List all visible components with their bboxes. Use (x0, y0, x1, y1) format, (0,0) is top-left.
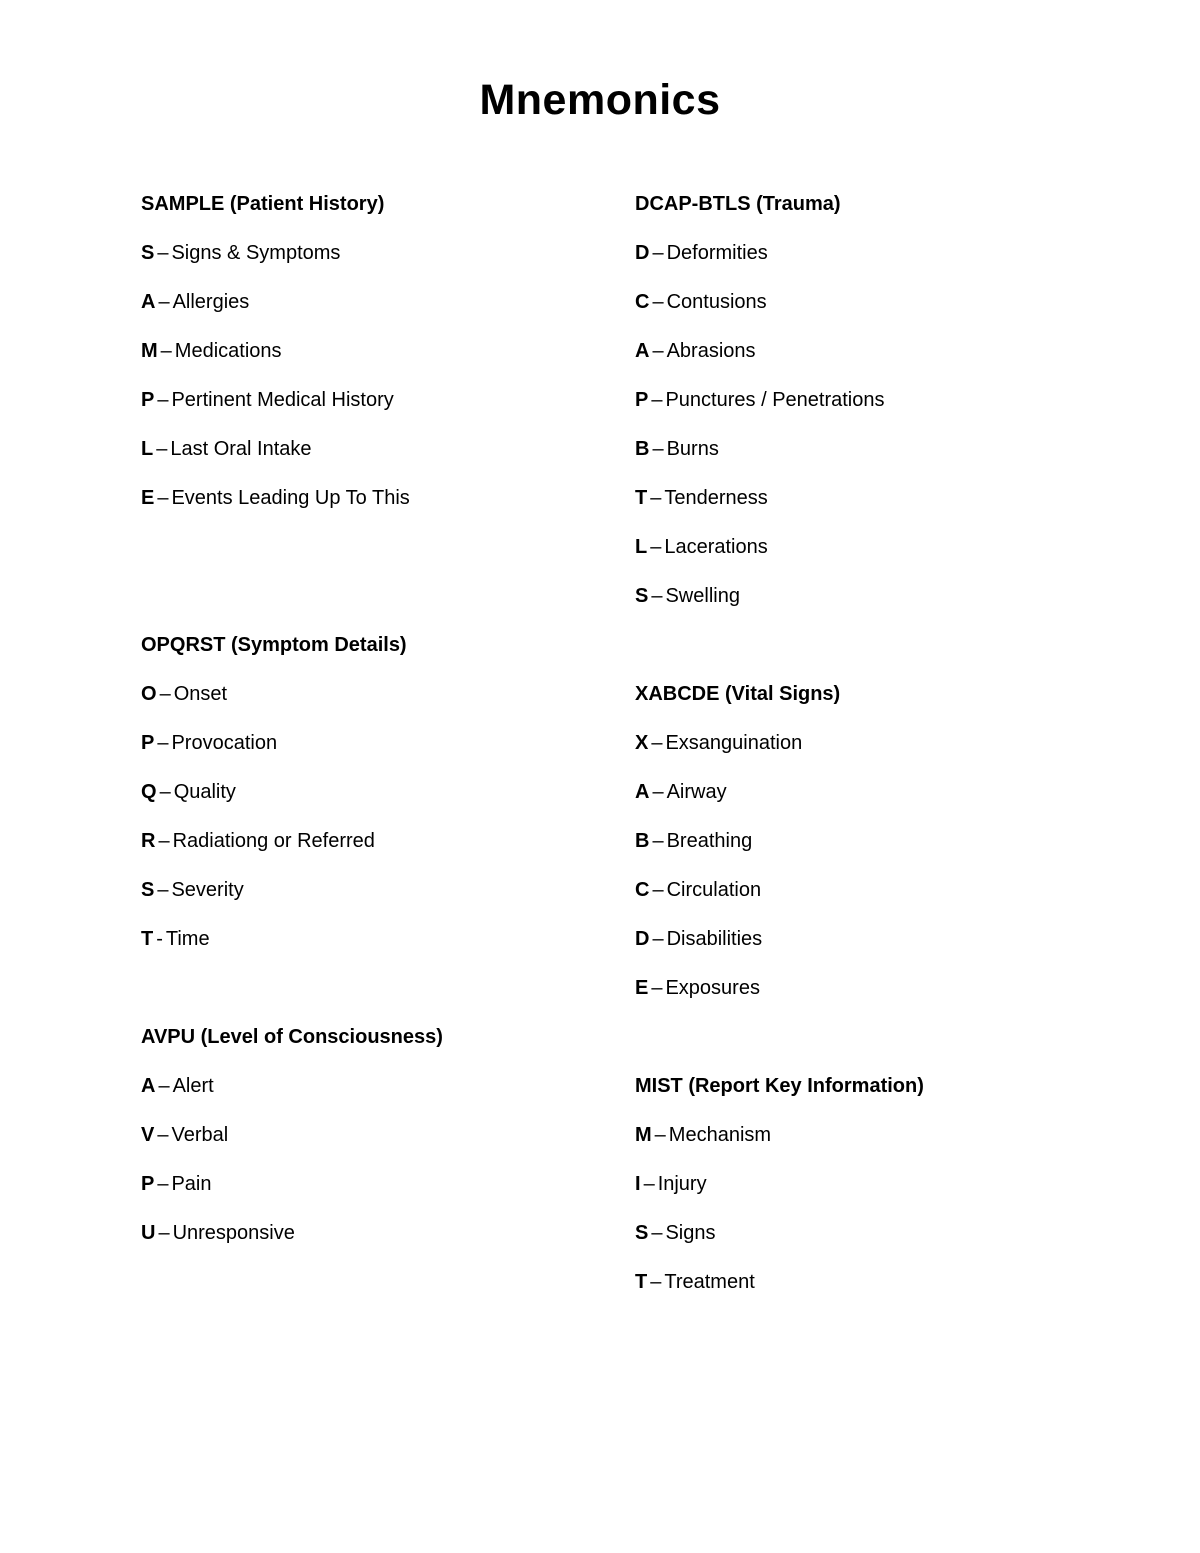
mnemonic-letter: P (141, 732, 155, 754)
mnemonic-meaning: Last Oral Intake (170, 438, 312, 460)
section-mist (635, 1074, 924, 1319)
mnemonic-meaning: Time (165, 928, 210, 950)
mnemonic-meaning: Quality (173, 781, 236, 803)
mnemonic-meaning: Allergies (172, 291, 250, 313)
mnemonic-letter: B (635, 438, 650, 460)
mnemonic-separator: – (652, 340, 664, 362)
mnemonic-meaning: Swelling (665, 585, 740, 607)
mnemonic-meaning: Alert (172, 1075, 214, 1097)
mnemonic-meaning: Airway (666, 781, 727, 803)
mnemonic-separator: – (652, 879, 664, 901)
mnemonic-letter: V (141, 1124, 155, 1146)
mnemonic-meaning: Verbal (171, 1124, 229, 1146)
mnemonic-letter: A (635, 340, 650, 362)
mnemonic-entry (141, 1221, 443, 1270)
mnemonic-entry (141, 878, 407, 927)
mnemonic-entry (141, 731, 407, 780)
mnemonic-letter: M (141, 340, 158, 362)
mnemonic-entry (635, 829, 840, 878)
mnemonic-list (635, 731, 840, 1025)
mnemonic-separator: – (157, 1124, 169, 1146)
mnemonic-separator: – (157, 879, 169, 901)
mnemonic-meaning: Deformities (666, 242, 768, 264)
section-heading: SAMPLE (Patient History) (141, 193, 385, 215)
mnemonic-separator: – (158, 291, 170, 313)
mnemonic-letter: E (141, 487, 155, 509)
mnemonic-separator: – (652, 438, 664, 460)
mnemonic-letter: A (141, 1075, 156, 1097)
mnemonic-meaning: Events Leading Up To This (171, 487, 410, 509)
mnemonic-meaning: Signs & Symptoms (171, 242, 341, 264)
section-heading: AVPU (Level of Consciousness) (141, 1026, 443, 1048)
section-heading: OPQRST (Symptom Details) (141, 634, 407, 656)
mnemonic-entry (635, 241, 884, 290)
section-avpu (141, 1025, 443, 1270)
mnemonic-separator: – (650, 536, 662, 558)
mnemonic-letter: C (635, 291, 650, 313)
page-title: Mnemonics (479, 76, 721, 124)
mnemonic-separator: – (651, 1222, 663, 1244)
mnemonic-list (635, 1123, 924, 1319)
mnemonic-entry (141, 927, 407, 976)
mnemonic-separator: - (156, 928, 163, 950)
mnemonic-entry (141, 1123, 443, 1172)
mnemonic-letter: P (141, 389, 155, 411)
mnemonic-letter: S (141, 242, 155, 264)
mnemonic-letter: B (635, 830, 650, 852)
section-heading: MIST (Report Key Information) (635, 1075, 924, 1097)
mnemonic-separator: – (643, 1173, 655, 1195)
mnemonic-entry (141, 339, 410, 388)
mnemonic-entry (635, 584, 884, 633)
mnemonic-separator: – (652, 830, 664, 852)
mnemonic-entry (635, 486, 884, 535)
section-heading: DCAP-BTLS (Trauma) (635, 193, 841, 215)
mnemonic-meaning: Exsanguination (665, 732, 803, 754)
mnemonic-separator: – (157, 732, 169, 754)
mnemonic-entry (635, 437, 884, 486)
mnemonic-separator: – (160, 340, 172, 362)
mnemonic-entry (635, 927, 840, 976)
mnemonic-entry (635, 878, 840, 927)
mnemonic-separator: – (157, 1173, 169, 1195)
mnemonic-separator: – (158, 1222, 170, 1244)
mnemonic-meaning: Pain (171, 1173, 212, 1195)
mnemonic-letter: A (635, 781, 650, 803)
mnemonic-separator: – (650, 487, 662, 509)
mnemonic-separator: – (651, 732, 663, 754)
section-xabcde (635, 682, 840, 1025)
mnemonic-list (635, 241, 884, 633)
mnemonic-letter: T (635, 1271, 648, 1293)
mnemonic-meaning: Unresponsive (172, 1222, 295, 1244)
mnemonic-separator: – (650, 1271, 662, 1293)
mnemonic-separator: – (651, 585, 663, 607)
mnemonic-entry (141, 780, 407, 829)
mnemonic-separator: – (652, 291, 664, 313)
mnemonic-letter: P (141, 1173, 155, 1195)
mnemonic-list (141, 241, 410, 535)
mnemonic-entry (635, 290, 884, 339)
mnemonic-entry (141, 682, 407, 731)
mnemonic-letter: U (141, 1222, 156, 1244)
mnemonic-entry (141, 241, 410, 290)
mnemonic-separator: – (652, 928, 664, 950)
mnemonic-separator: – (652, 781, 664, 803)
mnemonic-list (141, 1074, 443, 1270)
mnemonic-meaning: Injury (657, 1173, 707, 1195)
mnemonic-meaning: Onset (173, 683, 228, 705)
mnemonic-meaning: Disabilities (666, 928, 763, 950)
mnemonic-letter: I (635, 1173, 641, 1195)
mnemonic-letter: S (635, 1222, 649, 1244)
mnemonic-entry (141, 486, 410, 535)
mnemonic-separator: – (158, 830, 170, 852)
mnemonic-entry (635, 1270, 924, 1319)
mnemonic-letter: M (635, 1124, 652, 1146)
mnemonic-meaning: Circulation (666, 879, 762, 901)
mnemonic-separator: – (651, 977, 663, 999)
mnemonic-meaning: Punctures / Penetrations (665, 389, 885, 411)
mnemonic-letter: D (635, 928, 650, 950)
mnemonic-letter: A (141, 291, 156, 313)
mnemonic-separator: – (158, 1075, 170, 1097)
mnemonic-meaning: Medications (174, 340, 282, 362)
mnemonic-entry (635, 388, 884, 437)
mnemonic-entry (141, 1172, 443, 1221)
mnemonic-entry (141, 388, 410, 437)
mnemonic-meaning: Exposures (665, 977, 760, 999)
mnemonic-meaning: Abrasions (666, 340, 756, 362)
mnemonic-entry (635, 780, 840, 829)
mnemonic-entry (635, 339, 884, 388)
mnemonic-entry (141, 1074, 443, 1123)
mnemonic-entry (635, 1123, 924, 1172)
mnemonic-meaning: Treatment (664, 1271, 755, 1293)
mnemonic-entry (635, 1172, 924, 1221)
mnemonic-meaning: Pertinent Medical History (171, 389, 394, 411)
mnemonic-meaning: Mechanism (668, 1124, 772, 1146)
mnemonic-letter: X (635, 732, 649, 754)
mnemonic-letter: T (635, 487, 648, 509)
mnemonic-meaning: Burns (666, 438, 719, 460)
mnemonic-meaning: Severity (171, 879, 244, 901)
mnemonic-meaning: Signs (665, 1222, 716, 1244)
mnemonic-letter: L (635, 536, 648, 558)
mnemonic-meaning: Lacerations (664, 536, 768, 558)
mnemonic-entry (635, 731, 840, 780)
mnemonic-meaning: Contusions (666, 291, 767, 313)
section-sample (141, 192, 410, 535)
mnemonic-letter: S (141, 879, 155, 901)
mnemonic-letter: O (141, 683, 157, 705)
mnemonic-letter: R (141, 830, 156, 852)
mnemonic-letter: P (635, 389, 649, 411)
mnemonic-entry (141, 829, 407, 878)
mnemonic-letter: S (635, 585, 649, 607)
mnemonic-separator: – (652, 242, 664, 264)
mnemonic-letter: D (635, 242, 650, 264)
mnemonic-separator: – (157, 242, 169, 264)
mnemonic-letter: Q (141, 781, 157, 803)
mnemonic-separator: – (654, 1124, 666, 1146)
mnemonic-entry (141, 437, 410, 486)
mnemonic-separator: – (159, 683, 171, 705)
mnemonic-separator: – (159, 781, 171, 803)
mnemonic-entry (635, 1221, 924, 1270)
mnemonic-list (141, 682, 407, 976)
mnemonic-letter: T (141, 928, 154, 950)
section-opqrst (141, 633, 407, 976)
mnemonic-separator: – (651, 389, 663, 411)
mnemonic-meaning: Provocation (171, 732, 278, 754)
mnemonic-meaning: Radiationg or Referred (172, 830, 375, 852)
mnemonic-separator: – (156, 438, 168, 460)
mnemonic-letter: E (635, 977, 649, 999)
section-heading: XABCDE (Vital Signs) (635, 683, 841, 705)
mnemonic-separator: – (157, 487, 169, 509)
mnemonic-letter: C (635, 879, 650, 901)
section-dcap-btls (635, 192, 884, 633)
mnemonic-entry (635, 535, 884, 584)
mnemonic-separator: – (157, 389, 169, 411)
mnemonic-entry (141, 290, 410, 339)
mnemonic-entry (635, 976, 840, 1025)
mnemonic-meaning: Tenderness (664, 487, 768, 509)
mnemonic-letter: L (141, 438, 154, 460)
mnemonic-meaning: Breathing (666, 830, 753, 852)
